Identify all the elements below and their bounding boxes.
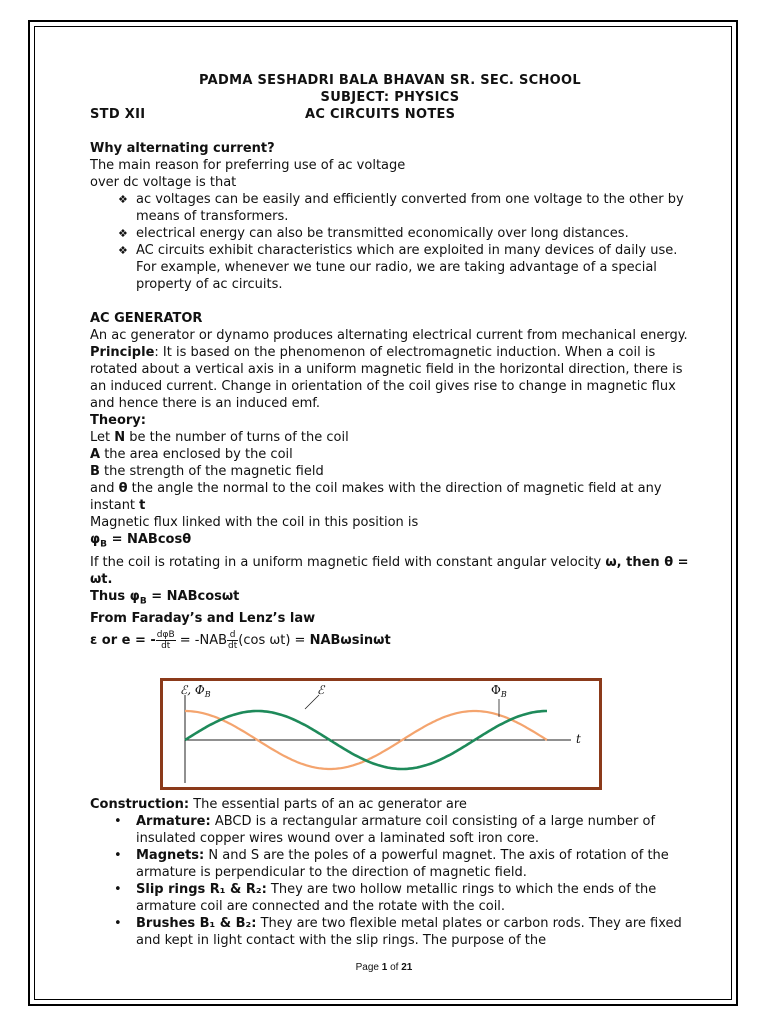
- construction-list: [90, 813, 690, 949]
- symbol-t: t: [139, 498, 146, 513]
- y-axis-label: ℰ, $\Phi_B$: [180, 683, 211, 699]
- fraction: [156, 630, 176, 651]
- text: the area enclosed by the coil: [100, 447, 293, 462]
- principle-paragraph: [90, 344, 690, 412]
- fraction: [227, 630, 238, 651]
- construction-intro: [90, 796, 690, 813]
- symbol-theta: θ: [118, 481, 128, 496]
- law-heading: From Faraday’s and Lenz’s law: [90, 611, 316, 627]
- subscript: B: [139, 596, 147, 607]
- list-item: ❖ AC circuits exhibit characteristics which are exploited in many devices of daily use. For example, whenever we tune our radio, we are taking advantage of a special property of ac circuits.: [118, 242, 690, 293]
- why-ac-line2: over dc voltage is that: [90, 175, 237, 190]
- symbol-a: A: [90, 447, 101, 462]
- flux-label: $\Phi_B$: [491, 683, 507, 699]
- numerator: dφB: [156, 630, 175, 641]
- theory-line-theta: [90, 480, 690, 514]
- list-item: ❖ ac voltages can be easily and efficiently converted from one voltage to the other by means of transformers.: [118, 191, 690, 225]
- school-name: PADMA SESHADRI BALA BHAVAN SR. SEC. SCHOOL: [199, 73, 581, 88]
- graph-svg: [163, 681, 599, 787]
- text: = NABcosθ: [107, 532, 192, 547]
- denominator: dt: [161, 641, 171, 652]
- text-bold: ω, then θ = ωt.: [90, 554, 689, 587]
- emf-label-pointer: [305, 695, 319, 709]
- generator-heading: AC GENERATOR: [90, 311, 203, 326]
- theory-line-a: [90, 446, 690, 463]
- text: φ: [90, 532, 101, 547]
- list-item: ❖ electrical energy can also be transmitted economically over long distances.: [118, 225, 690, 242]
- item-text: N and S are the poles of a powerful magnet. The axis of rotation of the armature is perpendicular to the direction of magnetic field.: [136, 848, 669, 880]
- std-row: [90, 106, 690, 123]
- emf-label: ℰ: [317, 683, 325, 697]
- item-label: Magnets:: [136, 848, 205, 863]
- document-page: [90, 72, 690, 651]
- text: If the coil is rotating in a uniform magnetic field with constant angular velocity: [90, 554, 606, 570]
- emf-equation: [90, 630, 690, 651]
- item-text: They are two hollow metallic rings to which the ends of the armature coil are connected and the rotate with the coil.: [136, 882, 657, 914]
- list-item: [114, 847, 690, 881]
- text: = NABcosωt: [146, 588, 240, 604]
- item-label: Armature:: [136, 814, 211, 829]
- theory-label: Theory:: [90, 413, 146, 428]
- rotation-line: [90, 554, 690, 588]
- why-ac-heading: Why alternating current?: [90, 141, 275, 156]
- list-item: [114, 915, 690, 949]
- list-item: [114, 881, 690, 915]
- text-bold: NABωsinωt: [309, 633, 391, 649]
- subject-line: SUBJECT: PHYSICS: [320, 90, 460, 105]
- page-number: 1: [381, 962, 388, 973]
- page-total: 21: [401, 962, 413, 973]
- text: ε or e = -: [90, 633, 156, 649]
- why-ac-list: [90, 191, 690, 293]
- page-footer: [0, 962, 768, 973]
- theory-line-n: [90, 429, 690, 446]
- list-item: [114, 813, 690, 847]
- text: the strength of the magnetic field: [99, 464, 324, 479]
- item-label: Slip rings R₁ & R₂:: [136, 882, 267, 897]
- text: be the number of turns of the coil: [125, 430, 349, 445]
- denominator: dt: [228, 641, 238, 652]
- std-label: STD XII: [90, 107, 146, 122]
- construction-section: [90, 796, 690, 949]
- flux-time-equation: [90, 588, 690, 611]
- text: of: [387, 962, 402, 973]
- item-text: ABCD is a rectangular armature coil consisting of a large number of insulated copper wires wound over a laminated soft iron core.: [136, 814, 656, 846]
- flux-intro: Magnetic flux linked with the coil in this position is: [90, 515, 419, 530]
- why-ac-line1: The main reason for preferring use of ac voltage: [90, 158, 406, 173]
- item-label: Brushes B₁ & B₂:: [136, 916, 257, 931]
- principle-text: : It is based on the phenomenon of electromagnetic induction. When a coil is rotated about a vertical axis in a uniform magnetic field in the horizontal direction, there is an induced current. Change in orientation of the coil gives rise to change in magnetic flux and hence there is an induced emf.: [90, 345, 683, 411]
- text: (cos ωt) =: [238, 633, 310, 649]
- flux-equation: [90, 531, 690, 554]
- text: Page: [355, 962, 382, 973]
- symbol-n: N: [114, 430, 126, 445]
- construction-label: Construction:: [90, 797, 190, 812]
- generator-intro: An ac generator or dynamo produces alternating electrical current from mechanical energy.: [90, 328, 688, 343]
- subscript: B: [100, 539, 108, 550]
- time-axis-label: t: [576, 732, 581, 746]
- numerator: d: [227, 630, 238, 641]
- text: Thus φ: [90, 588, 140, 604]
- symbol-b: B: [90, 464, 100, 479]
- text: Let: [90, 430, 115, 445]
- notes-title: AC CIRCUITS NOTES: [305, 107, 456, 122]
- text: and: [90, 481, 119, 496]
- principle-label: Principle: [90, 345, 155, 360]
- text: The essential parts of an ac generator are: [189, 797, 467, 812]
- text: the angle the normal to the coil makes with the direction of magnetic field at any instant: [90, 481, 662, 513]
- item-text: They are two flexible metal plates or carbon rods. They are fixed and kept in light contact with the slip rings. The purpose of the: [136, 916, 682, 948]
- emf-flux-graph: [160, 678, 602, 790]
- text: = -NAB: [175, 633, 228, 649]
- theory-line-b: [90, 463, 690, 480]
